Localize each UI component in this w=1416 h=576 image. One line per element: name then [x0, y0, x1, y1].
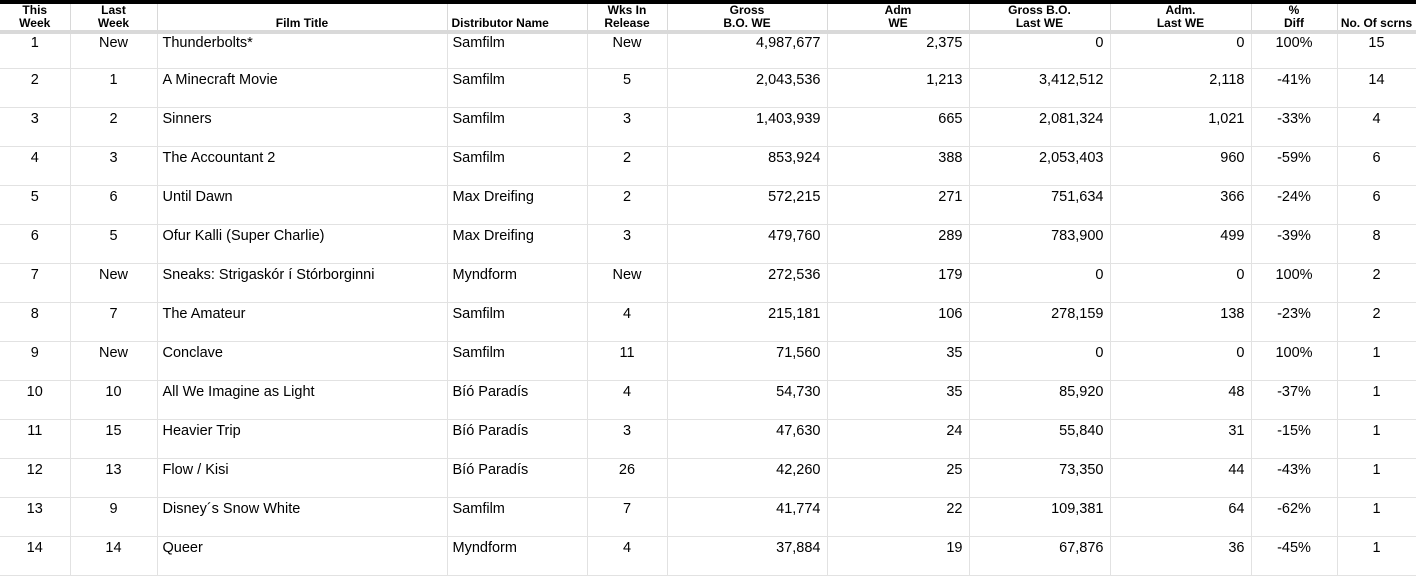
cell-distributor: Samfilm	[447, 498, 587, 537]
table-row[interactable]	[0, 537, 1416, 576]
cell-adm-we: 665	[827, 108, 969, 147]
cell-distributor: Samfilm	[447, 108, 587, 147]
cell-percent-diff: -45%	[1251, 537, 1337, 576]
col-this-week[interactable]: This Week	[0, 4, 70, 32]
cell-film-title: Until Dawn	[157, 186, 447, 225]
cell-this-week: 11	[0, 420, 70, 459]
cell-adm-last-we: 499	[1110, 225, 1251, 264]
cell-gross-we: 272,536	[667, 264, 827, 303]
col-film-title[interactable]: Film Title	[157, 4, 447, 32]
col-gross-last-we[interactable]: Gross B.O. Last WE	[969, 4, 1110, 32]
cell-gross-last-we: 2,053,403	[969, 147, 1110, 186]
cell-last-week: New	[70, 264, 157, 303]
cell-gross-last-we: 0	[969, 264, 1110, 303]
table-row[interactable]	[0, 303, 1416, 342]
cell-gross-we: 853,924	[667, 147, 827, 186]
table-row[interactable]	[0, 108, 1416, 147]
cell-gross-last-we: 0	[969, 32, 1110, 69]
cell-gross-last-we: 2,081,324	[969, 108, 1110, 147]
cell-percent-diff: -59%	[1251, 147, 1337, 186]
cell-gross-last-we: 0	[969, 342, 1110, 381]
cell-adm-we: 35	[827, 342, 969, 381]
col-distributor[interactable]: Distributor Name	[447, 4, 587, 32]
cell-this-week: 10	[0, 381, 70, 420]
cell-screens: 1	[1337, 342, 1416, 381]
cell-last-week: 6	[70, 186, 157, 225]
cell-this-week: 8	[0, 303, 70, 342]
cell-percent-diff: -24%	[1251, 186, 1337, 225]
cell-screens: 14	[1337, 69, 1416, 108]
cell-film-title: Heavier Trip	[157, 420, 447, 459]
cell-adm-we: 388	[827, 147, 969, 186]
cell-gross-we: 479,760	[667, 225, 827, 264]
cell-adm-last-we: 138	[1110, 303, 1251, 342]
cell-screens: 1	[1337, 537, 1416, 576]
cell-weeks: 4	[587, 381, 667, 420]
table-row[interactable]	[0, 420, 1416, 459]
cell-adm-last-we: 64	[1110, 498, 1251, 537]
col-percent-diff[interactable]: % Diff	[1251, 4, 1337, 32]
cell-adm-last-we: 0	[1110, 32, 1251, 69]
cell-film-title: All We Imagine as Light	[157, 381, 447, 420]
cell-this-week: 2	[0, 69, 70, 108]
cell-percent-diff: -43%	[1251, 459, 1337, 498]
cell-adm-we: 2,375	[827, 32, 969, 69]
cell-weeks: 4	[587, 303, 667, 342]
cell-gross-last-we: 3,412,512	[969, 69, 1110, 108]
cell-gross-we: 4,987,677	[667, 32, 827, 69]
cell-last-week: 15	[70, 420, 157, 459]
cell-percent-diff: 100%	[1251, 32, 1337, 69]
cell-film-title: Thunderbolts*	[157, 32, 447, 69]
cell-screens: 4	[1337, 108, 1416, 147]
cell-distributor: Samfilm	[447, 303, 587, 342]
cell-last-week: New	[70, 342, 157, 381]
table-row[interactable]	[0, 264, 1416, 303]
cell-last-week: 1	[70, 69, 157, 108]
cell-weeks: 5	[587, 69, 667, 108]
cell-adm-we: 106	[827, 303, 969, 342]
col-adm-we[interactable]: Adm WE	[827, 4, 969, 32]
table-row[interactable]	[0, 381, 1416, 420]
cell-weeks: 3	[587, 108, 667, 147]
cell-this-week: 3	[0, 108, 70, 147]
cell-gross-last-we: 109,381	[969, 498, 1110, 537]
col-weeks-in-release[interactable]: Wks In Release	[587, 4, 667, 32]
col-last-week[interactable]: Last Week	[70, 4, 157, 32]
cell-distributor: Samfilm	[447, 32, 587, 69]
cell-adm-last-we: 36	[1110, 537, 1251, 576]
cell-last-week: 14	[70, 537, 157, 576]
table-row[interactable]	[0, 147, 1416, 186]
cell-adm-we: 289	[827, 225, 969, 264]
col-gross-we[interactable]: Gross B.O. WE	[667, 4, 827, 32]
cell-film-title: The Accountant 2	[157, 147, 447, 186]
cell-film-title: Sinners	[157, 108, 447, 147]
cell-last-week: 5	[70, 225, 157, 264]
cell-adm-last-we: 1,021	[1110, 108, 1251, 147]
cell-distributor: Samfilm	[447, 147, 587, 186]
cell-last-week: 13	[70, 459, 157, 498]
cell-distributor: Samfilm	[447, 69, 587, 108]
cell-percent-diff: -23%	[1251, 303, 1337, 342]
cell-adm-we: 271	[827, 186, 969, 225]
cell-gross-last-we: 67,876	[969, 537, 1110, 576]
cell-weeks: 7	[587, 498, 667, 537]
cell-adm-we: 22	[827, 498, 969, 537]
cell-adm-we: 24	[827, 420, 969, 459]
cell-distributor: Bíó Paradís	[447, 420, 587, 459]
cell-gross-we: 1,403,939	[667, 108, 827, 147]
col-screens[interactable]: No. Of scrns	[1337, 4, 1416, 32]
cell-distributor: Myndform	[447, 537, 587, 576]
cell-film-title: Flow / Kisi	[157, 459, 447, 498]
cell-screens: 8	[1337, 225, 1416, 264]
cell-gross-last-we: 55,840	[969, 420, 1110, 459]
cell-screens: 15	[1337, 32, 1416, 69]
cell-adm-we: 25	[827, 459, 969, 498]
cell-gross-last-we: 783,900	[969, 225, 1110, 264]
cell-film-title: Ofur Kalli (Super Charlie)	[157, 225, 447, 264]
cell-weeks: 11	[587, 342, 667, 381]
cell-adm-last-we: 2,118	[1110, 69, 1251, 108]
cell-this-week: 9	[0, 342, 70, 381]
cell-film-title: A Minecraft Movie	[157, 69, 447, 108]
cell-adm-last-we: 960	[1110, 147, 1251, 186]
cell-distributor: Myndform	[447, 264, 587, 303]
cell-percent-diff: -41%	[1251, 69, 1337, 108]
cell-last-week: New	[70, 32, 157, 69]
table-row[interactable]	[0, 498, 1416, 537]
cell-distributor: Bíó Paradís	[447, 459, 587, 498]
cell-weeks: 4	[587, 537, 667, 576]
cell-gross-we: 37,884	[667, 537, 827, 576]
cell-weeks: 2	[587, 186, 667, 225]
cell-screens: 1	[1337, 498, 1416, 537]
cell-screens: 2	[1337, 264, 1416, 303]
table-row[interactable]	[0, 225, 1416, 264]
cell-weeks: New	[587, 32, 667, 69]
cell-film-title: Queer	[157, 537, 447, 576]
cell-screens: 1	[1337, 459, 1416, 498]
cell-weeks: 26	[587, 459, 667, 498]
cell-film-title: Disney´s Snow White	[157, 498, 447, 537]
cell-percent-diff: -33%	[1251, 108, 1337, 147]
box-office-table	[0, 4, 1416, 576]
cell-screens: 1	[1337, 420, 1416, 459]
cell-adm-we: 19	[827, 537, 969, 576]
cell-last-week: 3	[70, 147, 157, 186]
table-row[interactable]	[0, 342, 1416, 381]
cell-last-week: 10	[70, 381, 157, 420]
cell-weeks: 3	[587, 420, 667, 459]
cell-distributor: Samfilm	[447, 342, 587, 381]
cell-gross-we: 41,774	[667, 498, 827, 537]
cell-percent-diff: -62%	[1251, 498, 1337, 537]
table-row[interactable]	[0, 69, 1416, 108]
cell-distributor: Bíó Paradís	[447, 381, 587, 420]
cell-percent-diff: -15%	[1251, 420, 1337, 459]
cell-gross-we: 71,560	[667, 342, 827, 381]
cell-this-week: 14	[0, 537, 70, 576]
cell-weeks: 2	[587, 147, 667, 186]
table-row[interactable]	[0, 459, 1416, 498]
cell-gross-we: 215,181	[667, 303, 827, 342]
cell-adm-we: 179	[827, 264, 969, 303]
cell-weeks: 3	[587, 225, 667, 264]
cell-screens: 6	[1337, 186, 1416, 225]
cell-gross-we: 42,260	[667, 459, 827, 498]
cell-last-week: 9	[70, 498, 157, 537]
cell-percent-diff: 100%	[1251, 342, 1337, 381]
cell-this-week: 7	[0, 264, 70, 303]
cell-adm-last-we: 0	[1110, 264, 1251, 303]
cell-gross-we: 572,215	[667, 186, 827, 225]
cell-adm-last-we: 366	[1110, 186, 1251, 225]
cell-adm-last-we: 0	[1110, 342, 1251, 381]
cell-screens: 2	[1337, 303, 1416, 342]
cell-film-title: Sneaks: Strigaskór í Stórborginni	[157, 264, 447, 303]
cell-adm-last-we: 44	[1110, 459, 1251, 498]
cell-distributor: Max Dreifing	[447, 225, 587, 264]
cell-gross-last-we: 73,350	[969, 459, 1110, 498]
table-row[interactable]	[0, 32, 1416, 69]
cell-percent-diff: -37%	[1251, 381, 1337, 420]
cell-percent-diff: 100%	[1251, 264, 1337, 303]
col-adm-last-we[interactable]: Adm. Last WE	[1110, 4, 1251, 32]
cell-distributor: Max Dreifing	[447, 186, 587, 225]
cell-gross-we: 2,043,536	[667, 69, 827, 108]
cell-this-week: 1	[0, 32, 70, 69]
cell-adm-we: 1,213	[827, 69, 969, 108]
cell-last-week: 7	[70, 303, 157, 342]
header-row	[0, 4, 1416, 32]
cell-this-week: 6	[0, 225, 70, 264]
cell-film-title: The Amateur	[157, 303, 447, 342]
table-row[interactable]	[0, 186, 1416, 225]
cell-adm-last-we: 48	[1110, 381, 1251, 420]
cell-this-week: 4	[0, 147, 70, 186]
cell-adm-we: 35	[827, 381, 969, 420]
cell-this-week: 5	[0, 186, 70, 225]
cell-gross-last-we: 278,159	[969, 303, 1110, 342]
cell-gross-we: 47,630	[667, 420, 827, 459]
cell-gross-we: 54,730	[667, 381, 827, 420]
cell-film-title: Conclave	[157, 342, 447, 381]
cell-this-week: 13	[0, 498, 70, 537]
cell-this-week: 12	[0, 459, 70, 498]
cell-percent-diff: -39%	[1251, 225, 1337, 264]
cell-gross-last-we: 85,920	[969, 381, 1110, 420]
cell-last-week: 2	[70, 108, 157, 147]
cell-weeks: New	[587, 264, 667, 303]
cell-adm-last-we: 31	[1110, 420, 1251, 459]
cell-screens: 6	[1337, 147, 1416, 186]
cell-screens: 1	[1337, 381, 1416, 420]
cell-gross-last-we: 751,634	[969, 186, 1110, 225]
